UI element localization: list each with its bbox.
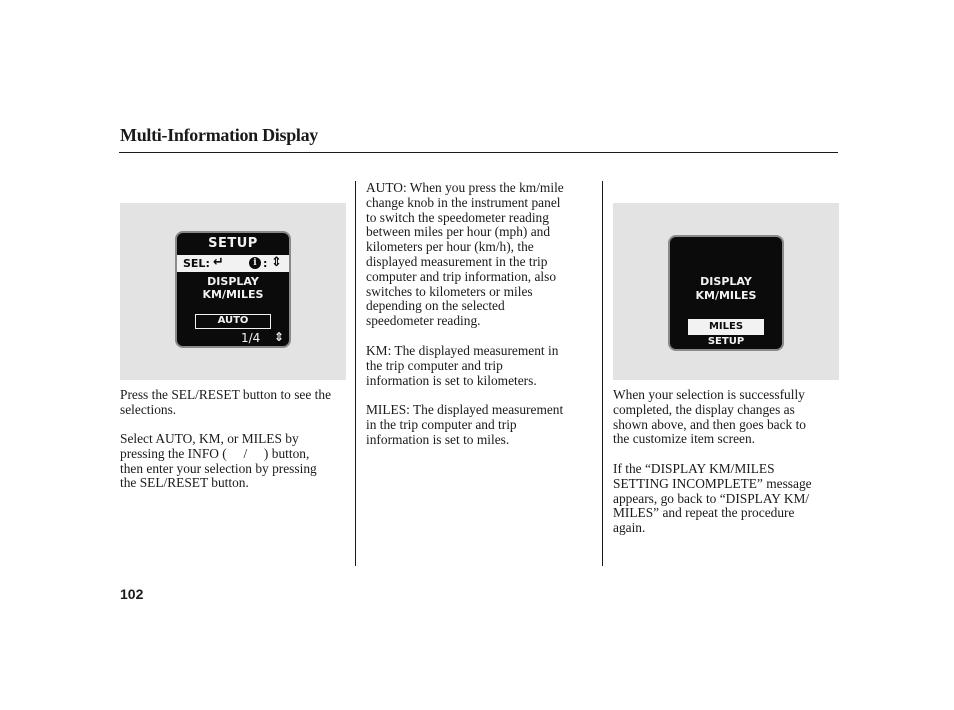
- text-line: KM: The displayed measurement in: [366, 343, 559, 358]
- info-icon-glyph: i: [253, 258, 257, 268]
- text-line: the trip computer and trip: [366, 357, 503, 373]
- title-divider: [119, 152, 838, 153]
- setup-lcd-screen: [175, 231, 291, 348]
- up-down-arrows-icon: ⇕: [271, 255, 282, 270]
- page-scroll-arrows-icon: ⇕: [274, 330, 285, 344]
- text-line: kilometers per hour (km/h), the: [366, 239, 534, 255]
- text-line: When your selection is successfully: [613, 387, 805, 402]
- text-line: then enter your selection by pressing: [120, 460, 317, 476]
- middle-paragraph-3: [366, 403, 598, 447]
- lcd-colon: :: [263, 257, 268, 270]
- enter-icon: ↵: [213, 255, 224, 270]
- text-line: between miles per hour (mph) and: [366, 224, 551, 240]
- text-line: depending on the selected: [366, 298, 505, 314]
- text-line: speedometer reading.: [366, 313, 481, 329]
- page-title: Multi-Information Display: [120, 125, 319, 145]
- lcd-option-auto: AUTO: [217, 315, 249, 326]
- column-divider-right: [602, 181, 603, 566]
- lcd-item-line2: KM/MILES: [695, 289, 757, 302]
- right-paragraph-1: [613, 388, 845, 447]
- lcd-item-line1: DISPLAY: [700, 275, 752, 288]
- lcd-sel-label: SEL:: [183, 257, 210, 270]
- text-line: completed, the display changes as: [613, 401, 795, 417]
- lcd-selected-option: [688, 319, 764, 335]
- text-line: the SEL/RESET button.: [120, 475, 249, 491]
- text-line: the customize item screen.: [613, 431, 756, 447]
- text-line: computer and trip information, also: [366, 268, 557, 284]
- text-line: pressing the INFO ( / ) button,: [120, 445, 310, 461]
- left-paragraph-2: [120, 432, 352, 491]
- text-line: MILES” and repeat the procedure: [613, 505, 795, 521]
- lcd-setup-title: SETUP: [208, 236, 258, 251]
- lcd-item-line2: KM/MILES: [202, 288, 264, 301]
- text-line: displayed measurement in the trip: [366, 253, 548, 269]
- text-line: information is set to miles.: [366, 431, 510, 447]
- setup-display-figure: [120, 203, 346, 380]
- text-line: again.: [613, 520, 646, 536]
- lcd-item-line1: DISPLAY: [207, 275, 259, 288]
- miles-selected-figure: [613, 203, 839, 380]
- lcd-setup-footer: SETUP: [707, 336, 745, 347]
- text-line: change knob in the instrument panel: [366, 194, 561, 210]
- text-line: If the “DISPLAY KM/MILES: [613, 461, 775, 476]
- column-divider-left: [355, 181, 356, 566]
- lcd-option-miles: MILES: [708, 321, 744, 332]
- text-line: switches to kilometers or miles: [366, 283, 533, 299]
- lcd-page-indicator: 1/4: [241, 331, 261, 345]
- text-line: MILES: The displayed measurement: [366, 402, 564, 417]
- left-paragraph-1-text: Press the SEL/RESET button to see the selections.: [120, 387, 332, 417]
- middle-paragraph-1: [366, 181, 598, 329]
- info-icon: [249, 257, 261, 269]
- miles-lcd-screen: [668, 235, 784, 351]
- text-line: SETTING INCOMPLETE” message: [613, 475, 812, 491]
- lcd-option-box: [195, 314, 271, 329]
- text-line: in the trip computer and trip: [366, 416, 517, 432]
- text-line: information is set to kilometers.: [366, 372, 537, 388]
- text-line: appears, go back to “DISPLAY KM/: [613, 490, 810, 506]
- text-line: Select AUTO, KM, or MILES by: [120, 431, 299, 446]
- text-line: to switch the speedometer reading: [366, 209, 549, 225]
- right-paragraph-2: [613, 462, 845, 536]
- left-paragraph-1: [120, 388, 346, 418]
- page-number: 102: [120, 586, 144, 602]
- middle-paragraph-2: [366, 344, 598, 388]
- text-line: AUTO: When you press the km/mile: [366, 180, 564, 195]
- text-line: shown above, and then goes back to: [613, 416, 807, 432]
- lcd-select-bar: [177, 255, 289, 272]
